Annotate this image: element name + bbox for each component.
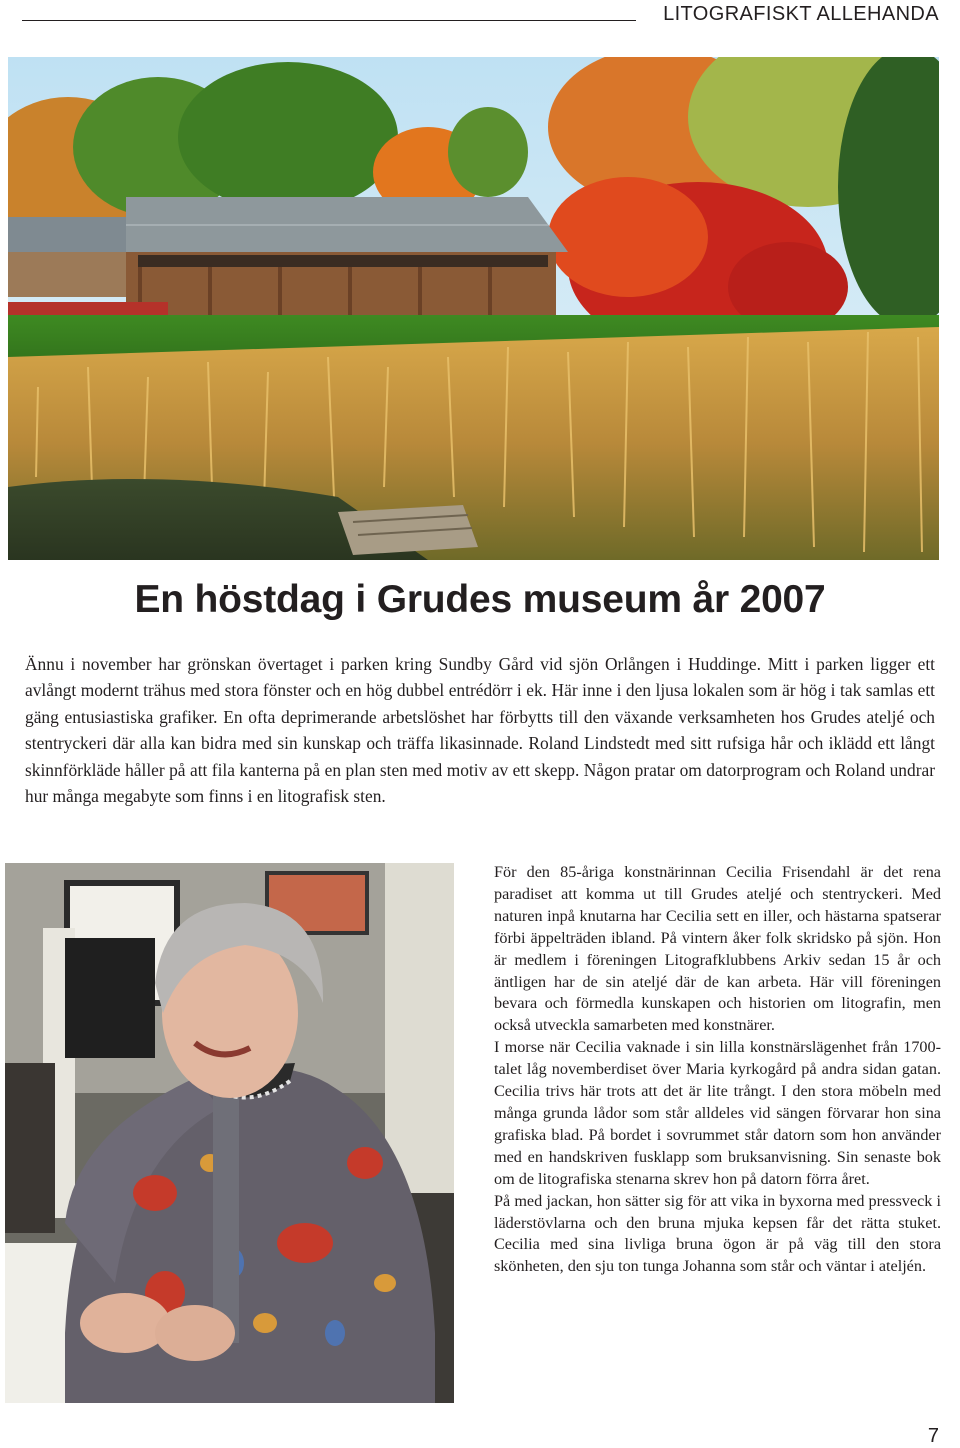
- article-title: En höstdag i Grudes museum år 2007: [134, 578, 826, 621]
- article-paragraph: På med jackan, hon sätter sig för att vika in byxorna med pressveck i läderstövlarna och den bruna mjuka kepsen får det rätta stuket. Cecilia med sina livliga bruna ögon är på väg till den stora skönheten, den sju ton tunga Johanna som står och väntar i ateljén.: [494, 1191, 941, 1276]
- magazine-title: LITOGRAFISKT ALLEHANDA: [663, 3, 939, 25]
- article-column-text: [494, 862, 941, 1278]
- portrait-photo-cecilia-frisendahl: [5, 863, 454, 1403]
- header-rule: [22, 20, 636, 21]
- page-number: 7: [927, 1425, 939, 1447]
- article-intro-paragraph: Ännu i november har grönskan övertaget i parken kring Sundby Gård vid sjön Orlången i Huddinge. Mitt i parken ligger ett avlångt modernt trähus med stora fönster och en hög dubbel entrédörr i ek. Här inne i den ljusa lokalen som är hög i tak samlas ett gäng entusiastiska grafiker. En ofta deprimerande arbetslöshet har förbytts till den växande verksamheten hos Grudes ateljé och stentryckeri där alla kan bidra med sin kunskap och träffa likasinnade. Roland Lindstedt med sitt rufsiga hår och iklädd ett långt skinnförkläde håller på att fila kanterna på en plan sten med motiv av ett skepp. Någon pratar om datorprogram och Roland undrar hur många megabyte som finns i en litografisk sten.: [25, 654, 935, 807]
- article-paragraph: I morse när Cecilia vaknade i sin lilla konstnärslägenhet från 1700-talet låg novemberdiset över Maria kyrkogård på andra sidan gatan. Cecilia trivs här trots att det är lite trångt. I den stora möbeln med många grunda lådor som står alldeles vid sängen förvarar hon sina grafiska blad. På bordet i sovrummet står datorn som hon använder med en handskriven fusklapp som bruksanvisning. Sin senaste bok om de litografiska stenarna skrev hon på datorn förra året.: [494, 1038, 941, 1188]
- hero-photo-museum-park: [8, 57, 939, 560]
- article-paragraph: För den 85-åriga konstnärinnan Cecilia Frisendahl är det rena paradiset att komma ut till Grudes ateljé och stentryckeri. Med naturen inpå knutarna har Cecilia sett en iller, och hästarna spatserar förbi äppelträden ibland. På vintern åker folk skridsko på sjön. Hon är medlem i föreningen Litografklubbens Arkiv sedan 15 år och äntligen har de sin ateljé där de kan arbeta. Här vill föreningen bevara och förmedla kunskapen och historien om litografin, men också utveckla samarbeten med konstnärer.: [494, 863, 941, 1035]
